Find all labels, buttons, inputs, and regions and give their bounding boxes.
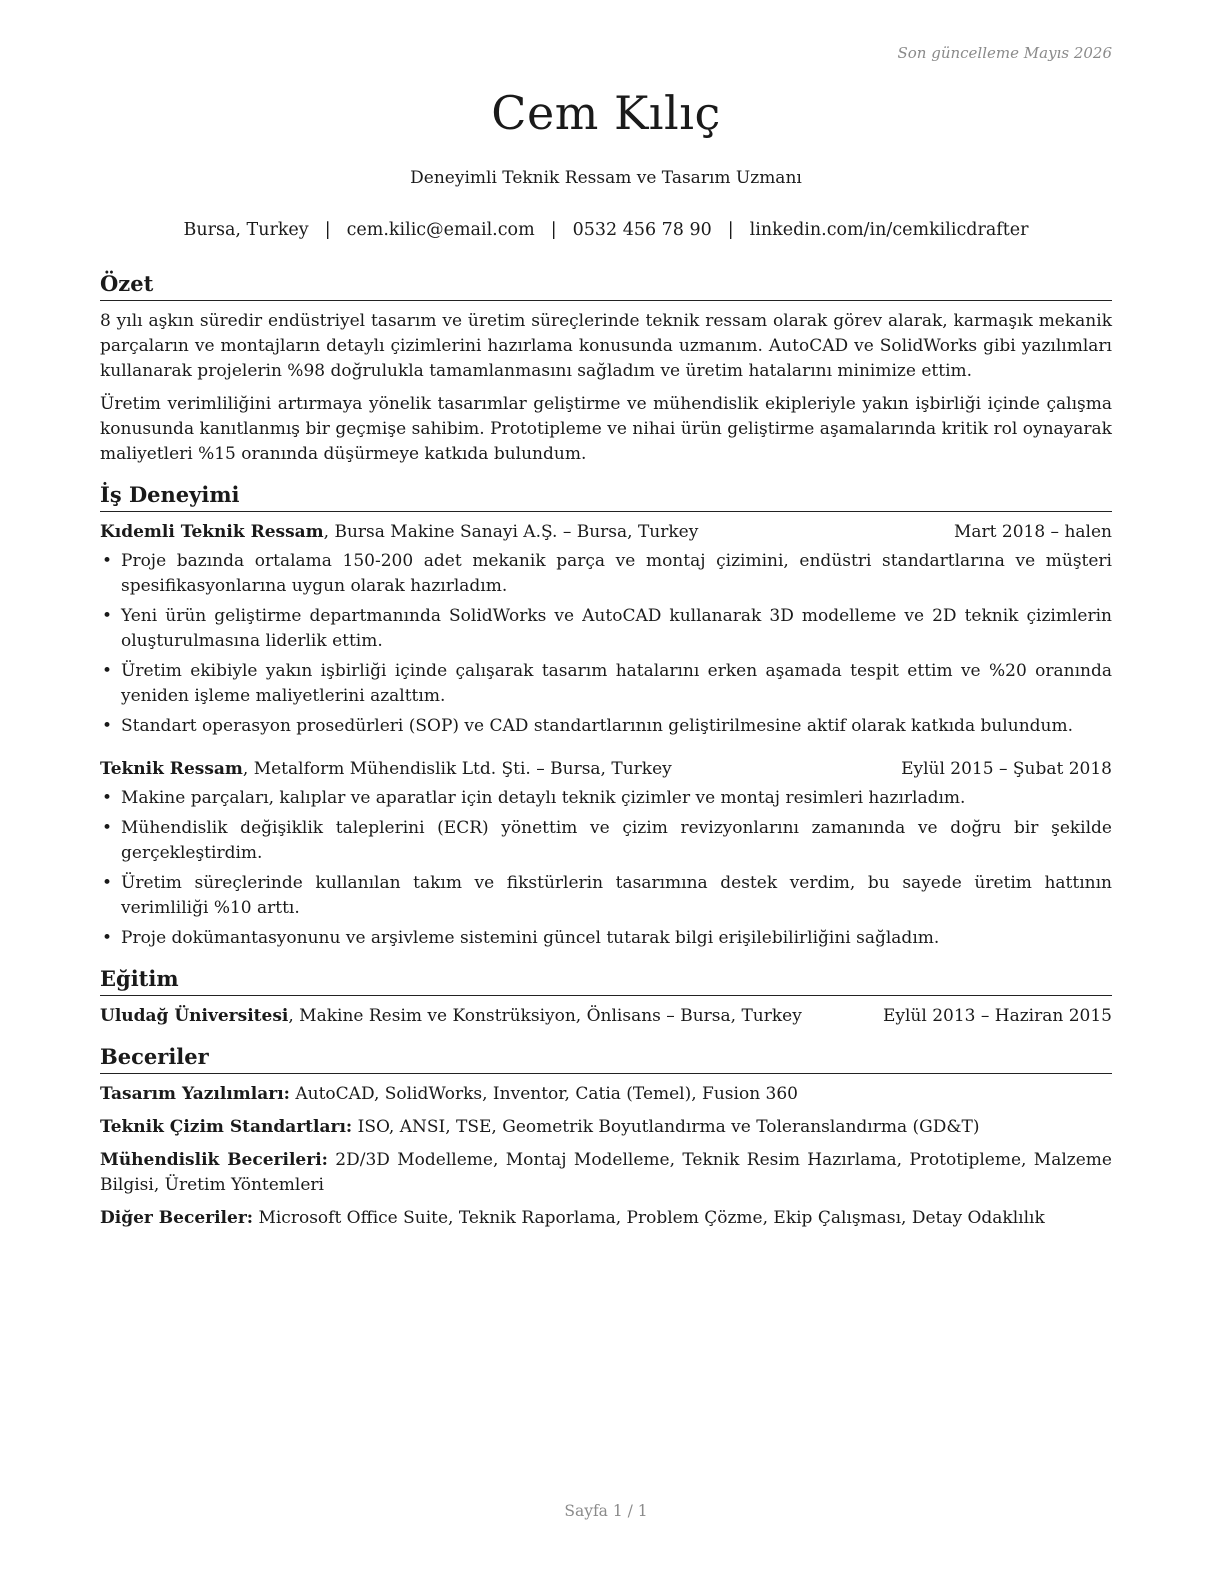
bullet-text: Mühendislik değişiklik taleplerini (ECR) yönettim ve çizim revizyonlarını zamanında ve doğru bir şekilde gerçekleştirdim. xyxy=(121,818,1112,863)
list-item xyxy=(100,604,1112,654)
page-number: Sayfa 1 / 1 xyxy=(564,1502,648,1520)
section-title-skills: Beceriler xyxy=(100,1043,1112,1074)
contact-phone: 0532 456 78 90 xyxy=(572,220,712,240)
skill-row xyxy=(100,1082,1112,1107)
skill-row xyxy=(100,1148,1112,1198)
education-school: Uludağ Üniversitesi xyxy=(100,1006,289,1026)
bullet-text: Proje bazında ortalama 150-200 adet mekanik parça ve montaj çizimini, endüstri standartlarına ve müşteri spesifikasyonlarına uygun olarak hazırladım. xyxy=(121,551,1112,596)
list-item xyxy=(100,926,1112,951)
contact-email[interactable]: cem.kilic@email.com xyxy=(346,220,535,240)
section-title-experience: İş Deneyimi xyxy=(100,481,1112,512)
job-dates: Eylül 2015 – Şubat 2018 xyxy=(901,759,1112,779)
job-bullets xyxy=(100,786,1112,951)
bullet-icon: • xyxy=(102,818,113,838)
job-company: , Bursa Makine Sanayi A.Ş. – Bursa, Turkey xyxy=(323,522,699,542)
list-item xyxy=(100,871,1112,921)
skill-label: Teknik Çizim Standartları: xyxy=(100,1117,353,1137)
job-title-line xyxy=(100,757,672,782)
bullet-text: Proje dokümantasyonunu ve arşivleme sistemini güncel tutarak bilgi erişilebilirliğini sağladım. xyxy=(121,928,940,948)
job-entry xyxy=(100,520,1112,739)
contact-line xyxy=(100,220,1112,240)
list-item xyxy=(100,549,1112,599)
education-detail: , Makine Resim ve Konstrüksiyon, Önlisans – Bursa, Turkey xyxy=(288,1006,802,1026)
contact-location: Bursa, Turkey xyxy=(183,220,309,240)
bullet-icon: • xyxy=(102,873,113,893)
bullet-icon: • xyxy=(102,606,113,626)
resume-content xyxy=(100,270,1112,1239)
section-title-summary: Özet xyxy=(100,270,1112,301)
bullet-text: Üretim süreçlerinde kullanılan takım ve fikstürlerin tasarımına destek verdim, bu sayede üretim hattının verimliliği %10 arttı. xyxy=(121,873,1112,918)
skill-row xyxy=(100,1115,1112,1140)
skill-value: 2D/3D Modelleme, Montaj Modelleme, Teknik Resim Hazırlama, Prototipleme, Malzeme Bilgisi, Üretim Yöntemleri xyxy=(100,1150,1112,1195)
list-item xyxy=(100,816,1112,866)
contact-separator: | xyxy=(550,220,557,240)
summary-section xyxy=(100,270,1112,467)
last-updated: Son güncelleme Mayıs 2026 xyxy=(897,44,1112,62)
contact-separator: | xyxy=(324,220,331,240)
skills-section xyxy=(100,1043,1112,1231)
job-role: Kıdemli Teknik Ressam xyxy=(100,522,324,542)
summary-paragraph: 8 yılı aşkın süredir endüstriyel tasarım ve üretim süreçlerinde teknik ressam olarak görev alarak, karmaşık mekanik parçaların ve montajların detaylı çizimlerini hazırlama konusunda uzmanım. AutoCAD ve SolidWorks gibi yazılımları kullanarak projelerin %98 doğrulukla tamamlanmasını sağladım ve üretim hatalarını minimize ettim. xyxy=(100,311,1112,381)
bullet-text: Standart operasyon prosedürleri (SOP) ve CAD standartlarının geliştirilmesine aktif olarak katkıda bulundum. xyxy=(121,716,1073,736)
job-entry xyxy=(100,757,1112,951)
summary-paragraph: Üretim verimliliğini artırmaya yönelik tasarımlar geliştirme ve mühendislik ekipleriyle yakın işbirliği içinde çalışma konusunda kanıtlanmış bir geçmişe sahibim. Prototipleme ve nihai ürün geliştirme aşamalarında kritik rol oynayarak maliyetleri %15 oranında düşürmeye katkıda bulundum. xyxy=(100,394,1112,464)
section-title-education: Eğitim xyxy=(100,965,1112,996)
bullet-icon: • xyxy=(102,551,113,571)
candidate-name: Cem Kılıç xyxy=(491,86,721,140)
list-item xyxy=(100,659,1112,709)
skill-value: Microsoft Office Suite, Teknik Raporlama, Problem Çözme, Ekip Çalışması, Detay Odaklılık xyxy=(253,1208,1045,1228)
job-title-line xyxy=(100,520,698,545)
education-section xyxy=(100,965,1112,1029)
job-company: , Metalform Mühendislik Ltd. Şti. – Bursa, Turkey xyxy=(242,759,672,779)
skill-label: Mühendislik Becerileri: xyxy=(100,1150,328,1170)
contact-linkedin[interactable]: linkedin.com/in/cemkilicdrafter xyxy=(749,220,1029,240)
job-header xyxy=(100,520,1112,545)
education-entry xyxy=(100,1004,1112,1029)
bullet-text: Üretim ekibiyle yakın işbirliği içinde çalışarak tasarım hatalarını erken aşamada tespit ettim ve %20 oranında yeniden işleme maliyetlerini azalttım. xyxy=(121,661,1112,706)
job-dates: Mart 2018 – halen xyxy=(953,522,1112,542)
list-item xyxy=(100,786,1112,811)
skill-label: Diğer Beceriler: xyxy=(100,1208,254,1228)
bullet-icon: • xyxy=(102,661,113,681)
contact-separator: | xyxy=(727,220,734,240)
skill-label: Tasarım Yazılımları: xyxy=(100,1084,290,1104)
job-role: Teknik Ressam xyxy=(100,759,243,779)
bullet-text: Makine parçaları, kalıplar ve aparatlar için detaylı teknik çizimler ve montaj resimleri hazırladım. xyxy=(121,788,966,808)
education-dates: Eylül 2013 – Haziran 2015 xyxy=(882,1006,1112,1026)
skill-value: AutoCAD, SolidWorks, Inventor, Catia (Temel), Fusion 360 xyxy=(289,1084,799,1104)
bullet-icon: • xyxy=(102,928,113,948)
headline: Deneyimli Teknik Ressam ve Tasarım Uzmanı xyxy=(410,168,802,188)
bullet-text: Yeni ürün geliştirme departmanında SolidWorks ve AutoCAD kullanarak 3D modelleme ve 2D teknik çizimlerin oluşturulmasına liderlik ettim. xyxy=(121,606,1112,651)
experience-section xyxy=(100,481,1112,951)
list-item xyxy=(100,714,1112,739)
job-bullets xyxy=(100,549,1112,739)
skill-value: ISO, ANSI, TSE, Geometrik Boyutlandırma ve Toleranslandırma (GD&T) xyxy=(352,1117,980,1137)
job-header xyxy=(100,757,1112,782)
skill-row xyxy=(100,1206,1112,1231)
bullet-icon: • xyxy=(102,788,113,808)
education-line xyxy=(100,1004,802,1029)
resume-page xyxy=(100,0,1112,1584)
bullet-icon: • xyxy=(102,716,113,736)
